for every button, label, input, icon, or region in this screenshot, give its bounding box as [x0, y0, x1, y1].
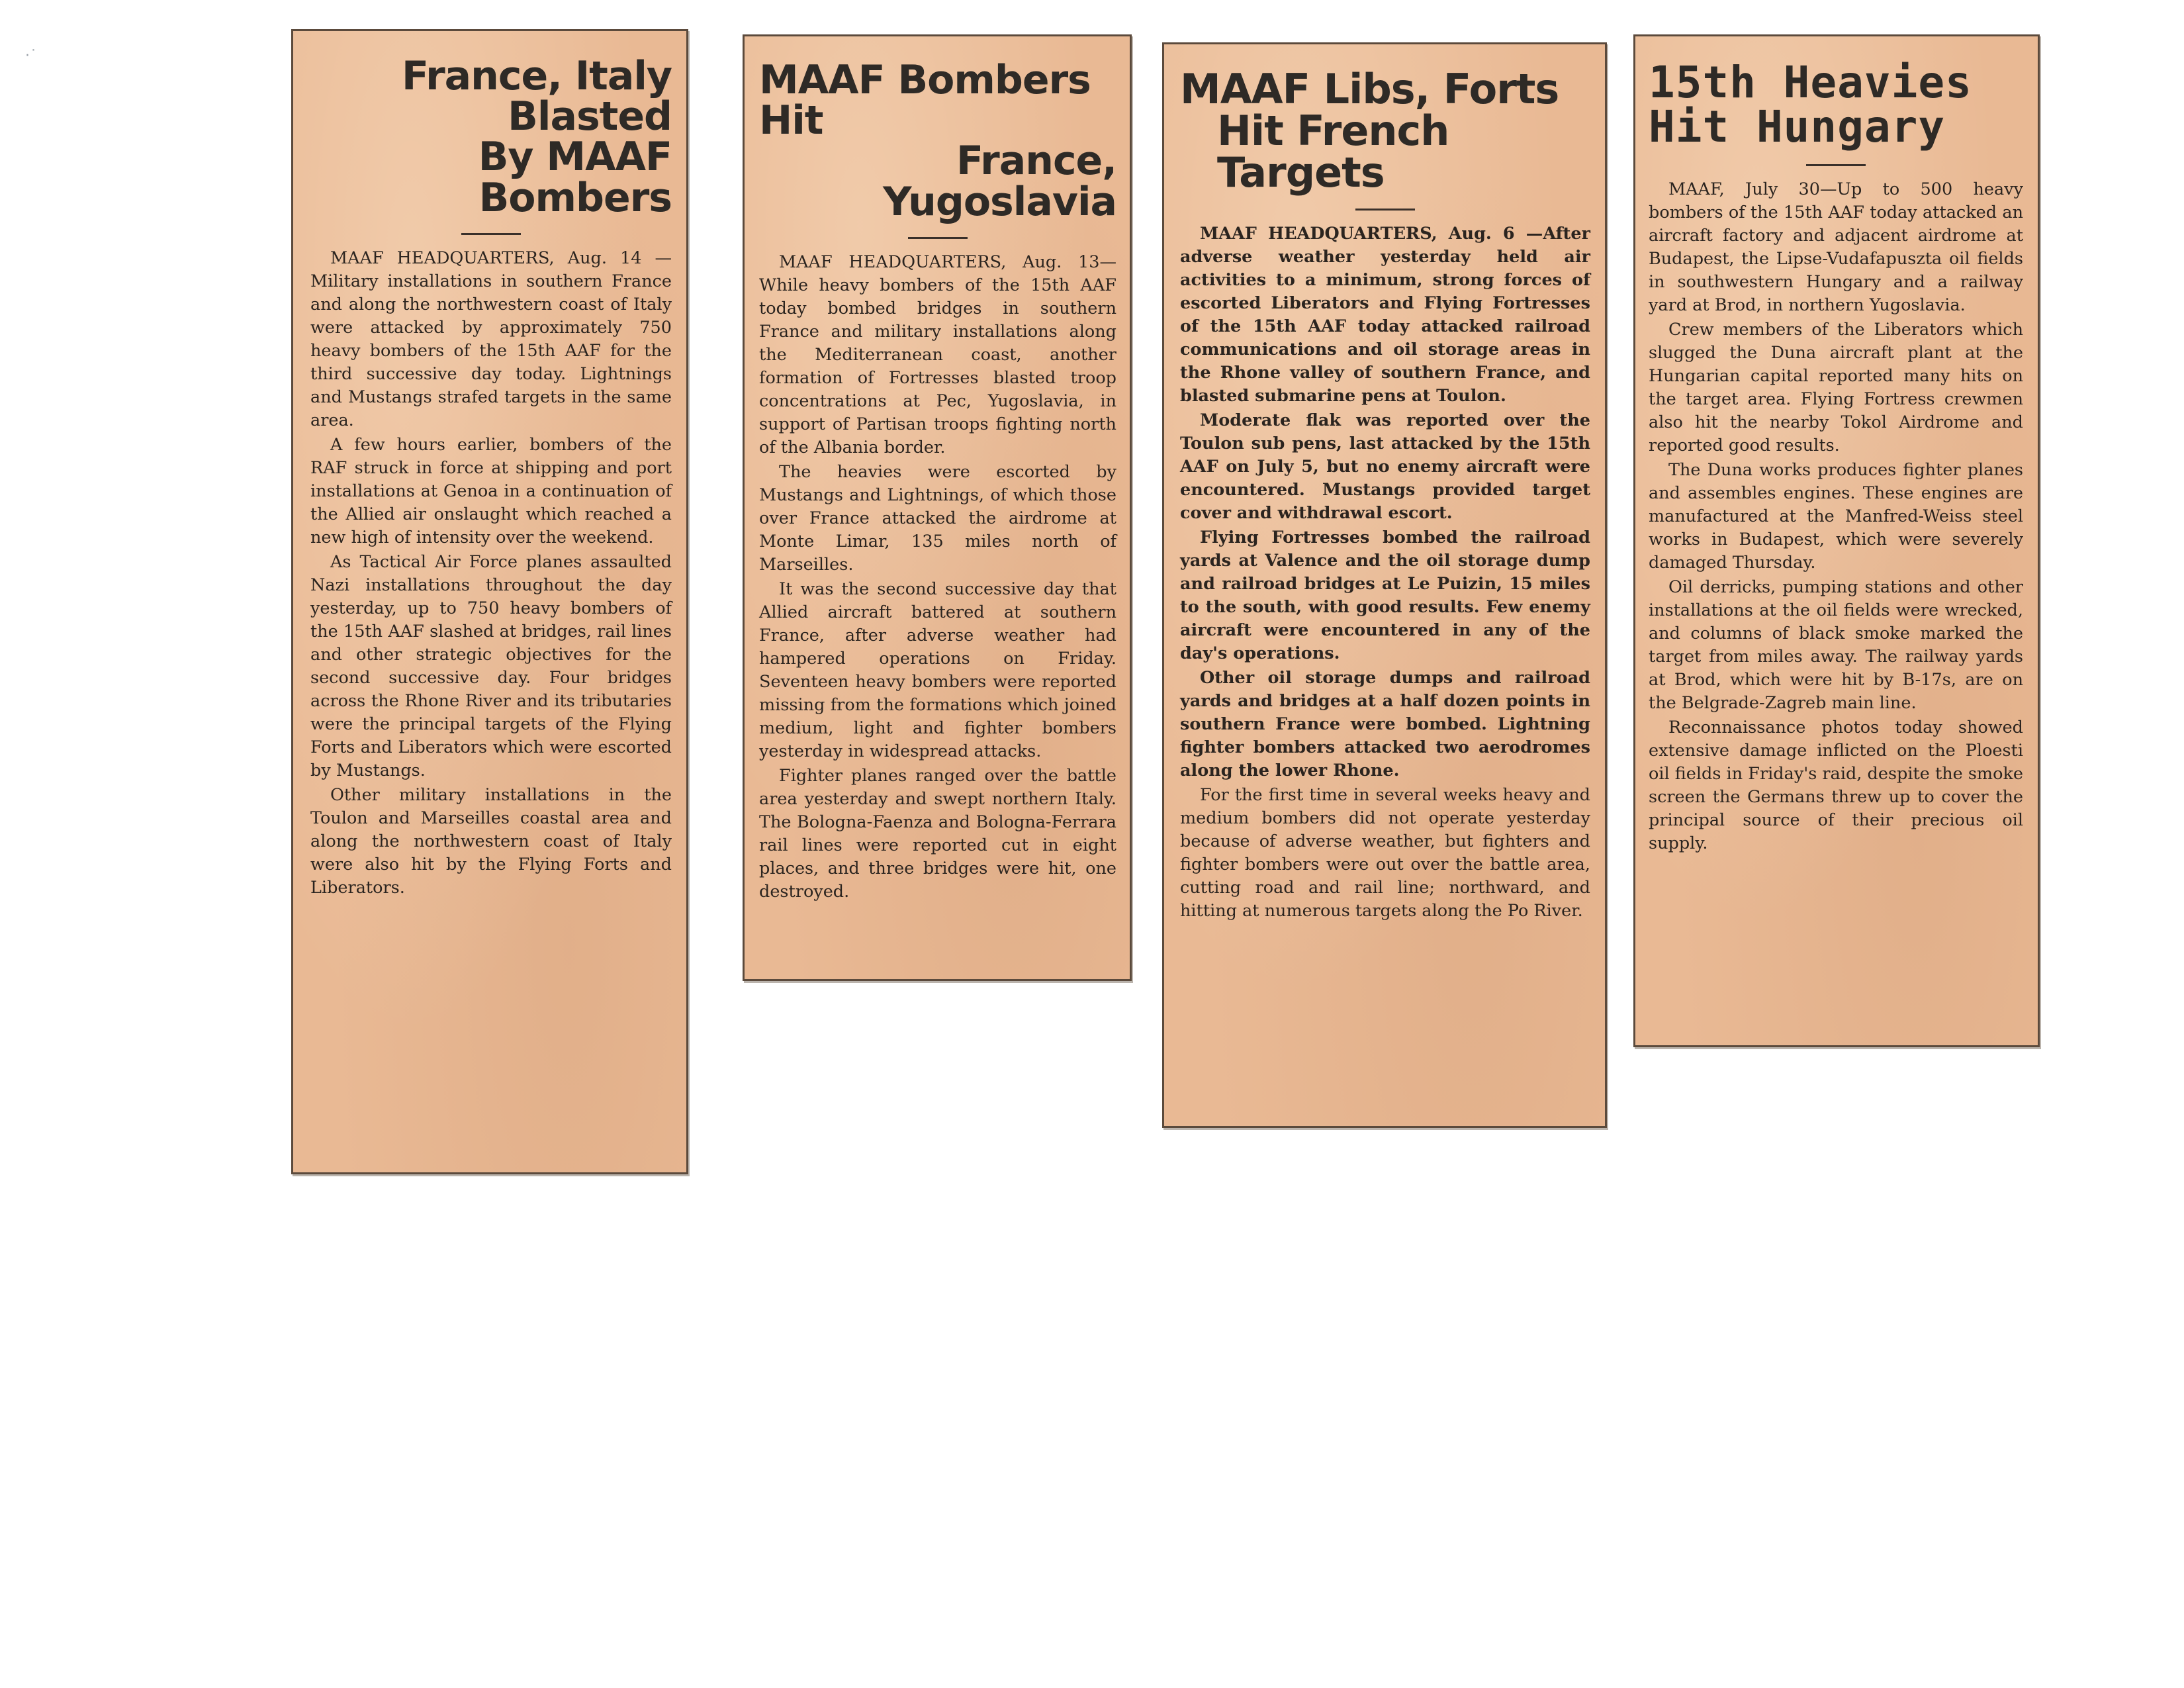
headline-line: MAAF Bombers Hit — [759, 57, 1091, 144]
article-paragraph: Oil derricks, pumping stations and other installations at the oil fields were wrecked, and columns of black smoke marked the target from miles away. The railway yards at Brod, which were hit by B-17s, are on the Belgrade-Zagreb main line. — [1649, 577, 2023, 713]
article-paragraph: For the first time in several weeks heavy and medium bombers did not operate yesterday because of adverse weather, but fighters and fighter bombers were out over the battle area, cutting road and rail line; northward, and hitting at numerous targets along the Po River. — [1180, 784, 1590, 921]
clipping-headline — [1649, 57, 2023, 153]
headline-line: Hit Hungary — [1649, 101, 1946, 153]
article-paragraph: MAAF HEADQUARTERS, Aug. 6 —After adverse weather yesterday held air activities to a minimum, strong forces of escorted Liberators and Flying Fortresses of the 15th AAF today attacked railroad communications and oil storage areas in the Rhone valley of southern France, and blasted submarine pens at Toulon. — [1180, 223, 1590, 406]
clipping-france-italy — [291, 29, 688, 1174]
article-paragraph: As Tactical Air Force planes assaulted Nazi installations throughout the day yesterday, up to 750 heavy bombers of the 15th AAF slashed at bridges, rail lines and other strategic objectives for the second successive day. Four bridges across the Rhone River and its tributaries were the principal targets of the Flying Forts and Liberators which were escorted by Mustangs. — [310, 551, 672, 780]
article-paragraph: Fighter planes ranged over the battle area yesterday and swept northern Italy. The Bologna-Faenza and Bologna-Ferrara rail lines were reported cut in eight places, and three bridges were hit, one destroyed. — [759, 765, 1116, 902]
divider-rule — [461, 233, 521, 235]
article-paragraph: Reconnaissance photos today showed extensive damage inflicted on the Ploesti oil fields in Friday's raid, despite the smoke screen the Germans threw up to cover the principal source of their precious oil supply. — [1649, 717, 2023, 853]
article-paragraph: The heavies were escorted by Mustangs and Lightnings, of which those over France attacked the airdrome at Monte Limar, 135 miles north of Marseilles. — [759, 461, 1116, 575]
headline-line: 15th Heavies — [1649, 57, 1972, 108]
clipping-headline — [310, 53, 672, 221]
headline-line: MAAF Libs, Forts — [1180, 65, 1559, 113]
article-paragraph: Flying Fortresses bombed the railroad yards at Valence and the oil storage dump and railroad bridges at Le Puizin, 15 miles to the south, with good results. Few enemy aircraft were encountered in any of the day's operations. — [1180, 527, 1590, 663]
headline-line: France, Yugoslavia — [883, 138, 1116, 225]
article-paragraph: Other oil storage dumps and railroad yards and bridges at a half dozen points in southern France were bombed. Lightning fighter bombers attacked two aerodromes along the lower Rhone. — [1180, 667, 1590, 780]
headline-line: Hit French Targets — [1217, 107, 1449, 197]
article-paragraph: MAAF HEADQUARTERS, Aug. 13—While heavy bombers of the 15th AAF today bombed bridges in southern France and military installations along the Mediterranean coast, another formation of Fortresses blasted troop concentrations at Pec, Yugoslavia, in support of Partisan troops fighting north of the Albania border. — [759, 252, 1116, 457]
article-paragraph: A few hours earlier, bombers of the RAF struck in force at shipping and port installations at Genoa in a continuation of the Allied air onslaught which reached a new high of intensity over the weekend. — [310, 434, 672, 547]
article-body — [759, 251, 1116, 904]
article-paragraph: Other military installations in the Toulon and Marseilles coastal area and along the northwestern coast of Italy were also hit by the Flying Forts and Liberators. — [310, 784, 672, 898]
scan-speck-icon: ·˙ — [25, 48, 37, 64]
article-body — [310, 247, 672, 900]
clipping-hungary — [1633, 34, 2040, 1047]
headline-line: By MAAF Bombers — [478, 134, 672, 221]
article-body — [1180, 222, 1590, 923]
article-paragraph: Moderate flak was reported over the Toulon sub pens, last attacked by the 15th AAF on July 5, but no enemy aircraft were encountered. Mustangs provided target cover and withdrawal escort. — [1180, 410, 1590, 523]
clipping-france-yugoslavia — [743, 34, 1132, 981]
clipping-headline — [1180, 65, 1590, 197]
divider-rule — [1806, 164, 1866, 166]
divider-rule — [1355, 209, 1415, 211]
clipping-french-targets — [1162, 42, 1607, 1128]
article-paragraph: It was the second successive day that Allied aircraft battered at southern France, after adverse weather had hampered operations on Friday. Seventeen heavy bombers were reported missing from the formations which joined medium, light and fighter bombers yesterday in widespread attacks. — [759, 579, 1116, 761]
article-paragraph: The Duna works produces fighter planes and assembles engines. These engines are manufactured at the Manfred-Weiss steel works in Budapest, which were severely damaged Thursday. — [1649, 459, 2023, 573]
divider-rule — [908, 237, 968, 239]
article-paragraph: MAAF HEADQUARTERS, Aug. 14 — Military installations in southern France and along the northwestern coast of Italy were attacked by approximately 750 heavy bombers of the 15th AAF for the third successive day today. Lightnings and Mustangs strafed targets in the same area. — [310, 248, 672, 430]
clipping-headline — [759, 57, 1116, 225]
article-paragraph: MAAF, July 30—Up to 500 heavy bombers of the 15th AAF today attacked an aircraft factory and adjacent airdrome at Budapest, the Lipse-Vudafapuszta oil fields in southwestern Hungary and a railway yard at Brod, in northern Yugoslavia. — [1649, 179, 2023, 315]
article-paragraph: Crew members of the Liberators which slugged the Duna aircraft plant at the Hungarian capital reported many hits on the target area. Flying Fortress crewmen also hit the nearby Tokol Airdrome and reported good results. — [1649, 319, 2023, 455]
headline-line: France, Italy Blasted — [401, 53, 672, 140]
article-body — [1649, 178, 2023, 855]
